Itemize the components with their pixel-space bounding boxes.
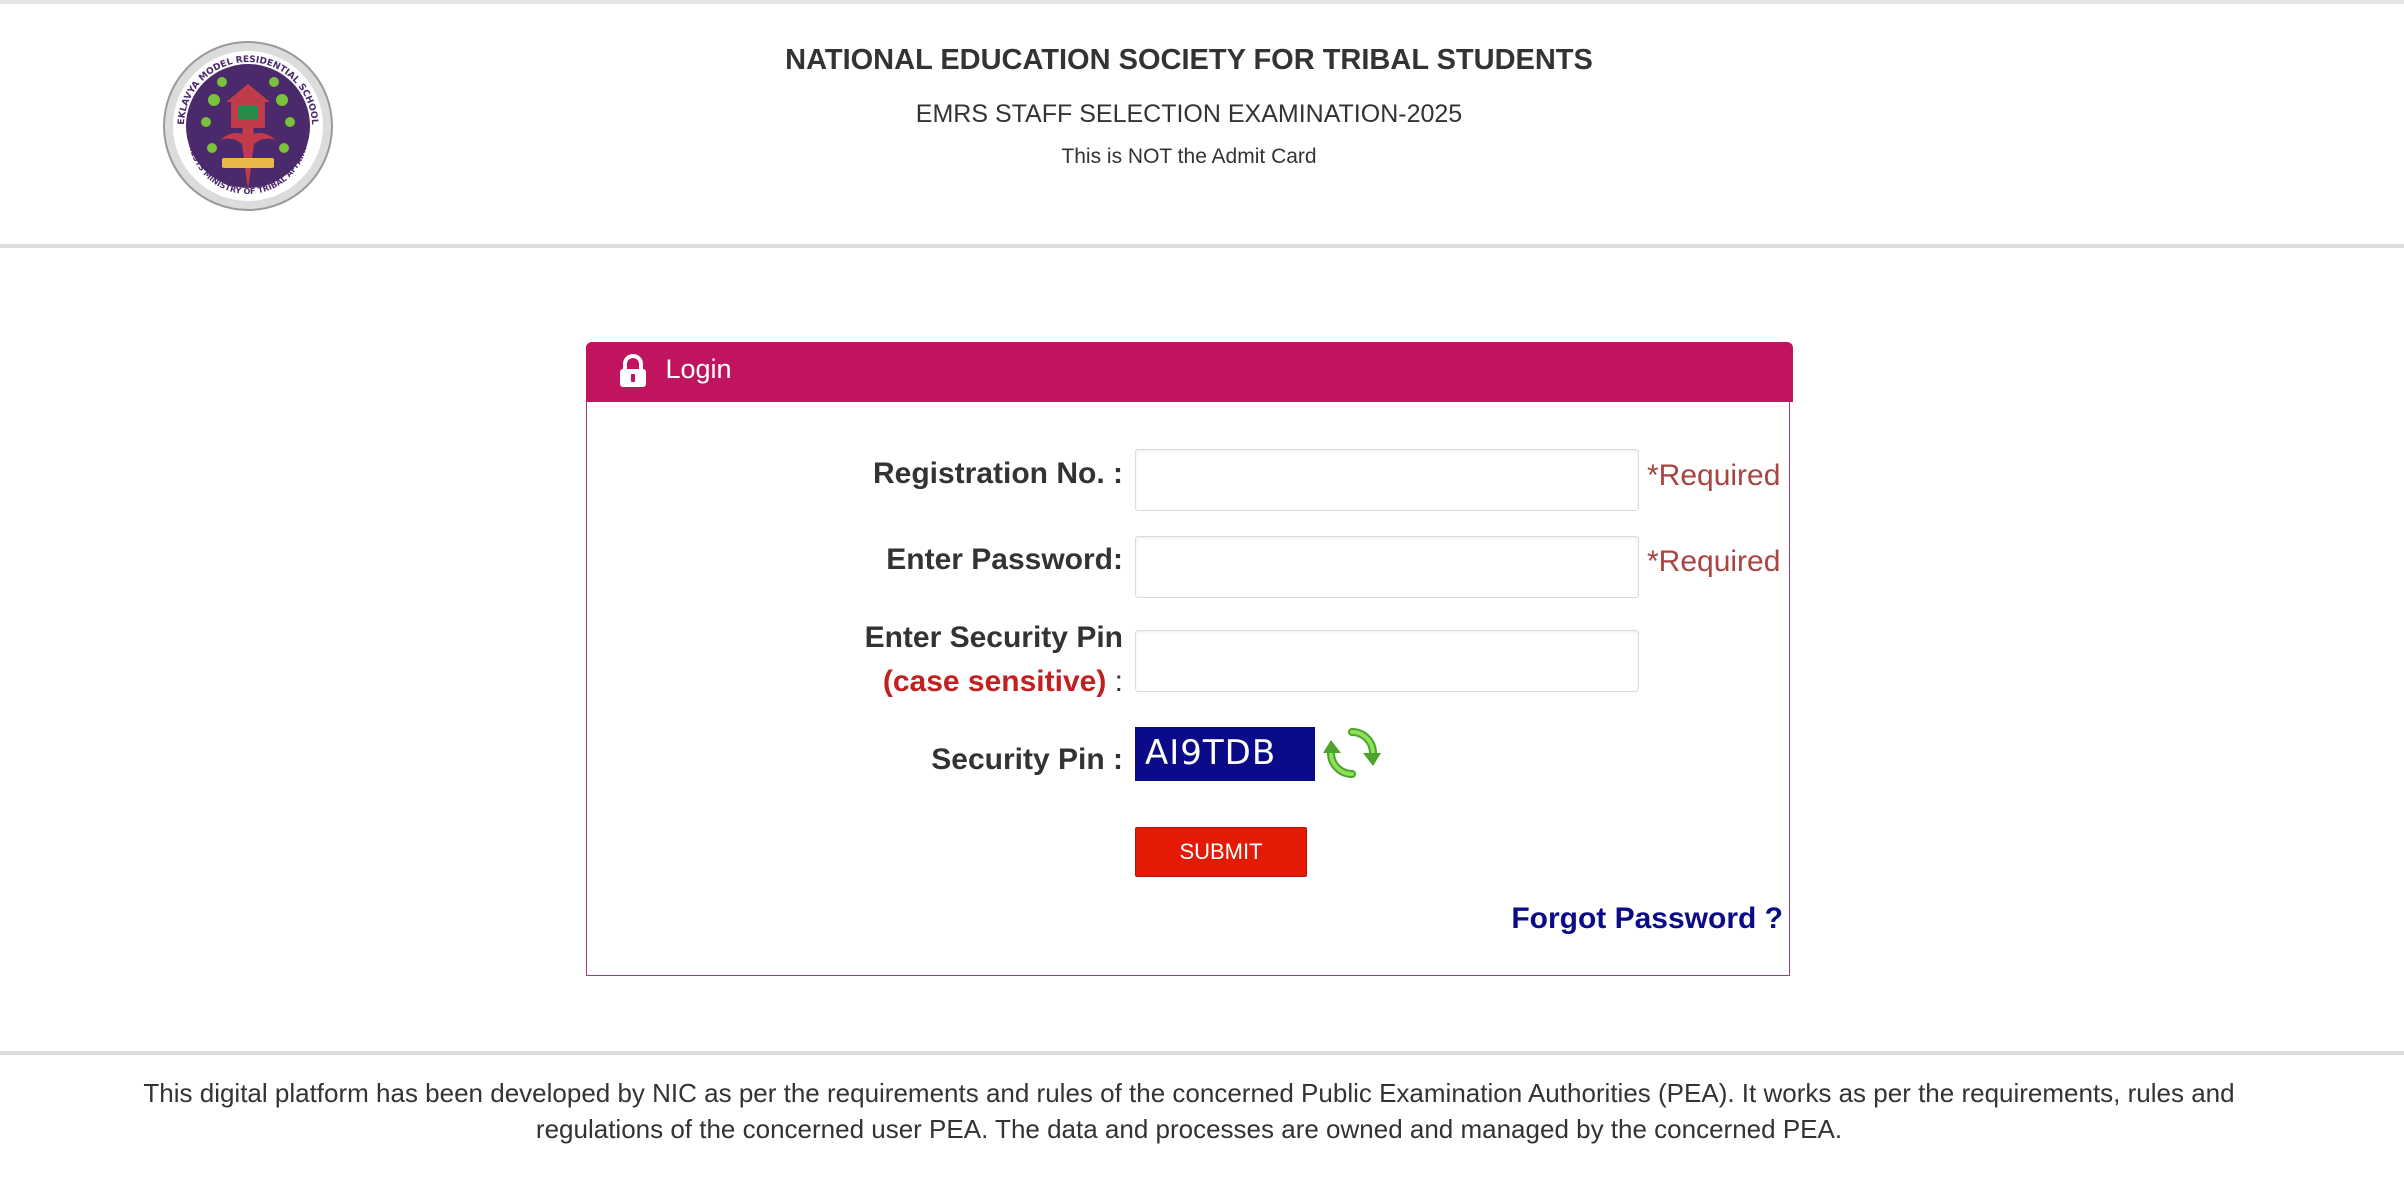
password-label: Enter Password: bbox=[886, 543, 1123, 576]
submit-button[interactable]: SUBMIT bbox=[1135, 827, 1307, 877]
case-sensitive-note: (case sensitive) bbox=[882, 665, 1107, 698]
logo-ring-bottom: NESTS MINISTRY OF TRIBAL AFFAIRS bbox=[187, 143, 309, 197]
exam-title: EMRS STAFF SELECTION EXAMINATION-2025 bbox=[915, 100, 1463, 128]
security-pin-colon: : bbox=[1106, 665, 1123, 698]
security-pin-label: Enter Security Pin bbox=[864, 621, 1123, 654]
password-input[interactable] bbox=[1135, 536, 1639, 598]
registration-input[interactable] bbox=[1135, 449, 1639, 511]
footer-disclaimer: This digital platform has been developed by NIC as per the requirements and rules of the concerned Public Examination Authorities (PEA). It works as per the requirements, rules and regulations of the concerned user PEA. The data and processes are owned and managed by the concerned PEA. bbox=[143, 1078, 2235, 1144]
registration-label: Registration No. : bbox=[872, 457, 1123, 490]
registration-required: *Required bbox=[1647, 459, 1781, 492]
page-header bbox=[0, 4, 2404, 244]
footer-divider bbox=[0, 1051, 2404, 1055]
password-required: *Required bbox=[1647, 545, 1781, 578]
admit-card-note: This is NOT the Admit Card bbox=[1061, 145, 1317, 168]
security-pin-case-note-line bbox=[883, 665, 1123, 699]
refresh-icon[interactable] bbox=[1323, 724, 1381, 782]
captcha-label: Security Pin : bbox=[931, 743, 1123, 776]
page-title: NATIONAL EDUCATION SOCIETY FOR TRIBAL STUDENTS bbox=[785, 44, 1593, 76]
header-divider bbox=[0, 244, 2404, 248]
lock-icon bbox=[618, 354, 648, 388]
login-panel bbox=[586, 342, 1790, 976]
login-panel-title: Login bbox=[665, 353, 732, 384]
forgot-password-link[interactable]: Forgot Password ? bbox=[1511, 902, 1783, 935]
captcha-image: AI9TDB bbox=[1135, 727, 1315, 781]
security-pin-input[interactable] bbox=[1135, 630, 1639, 692]
logo-ring-top: EKLAVYA MODEL RESIDENTIAL SCHOOL bbox=[176, 54, 320, 126]
login-panel-header bbox=[586, 342, 1793, 402]
